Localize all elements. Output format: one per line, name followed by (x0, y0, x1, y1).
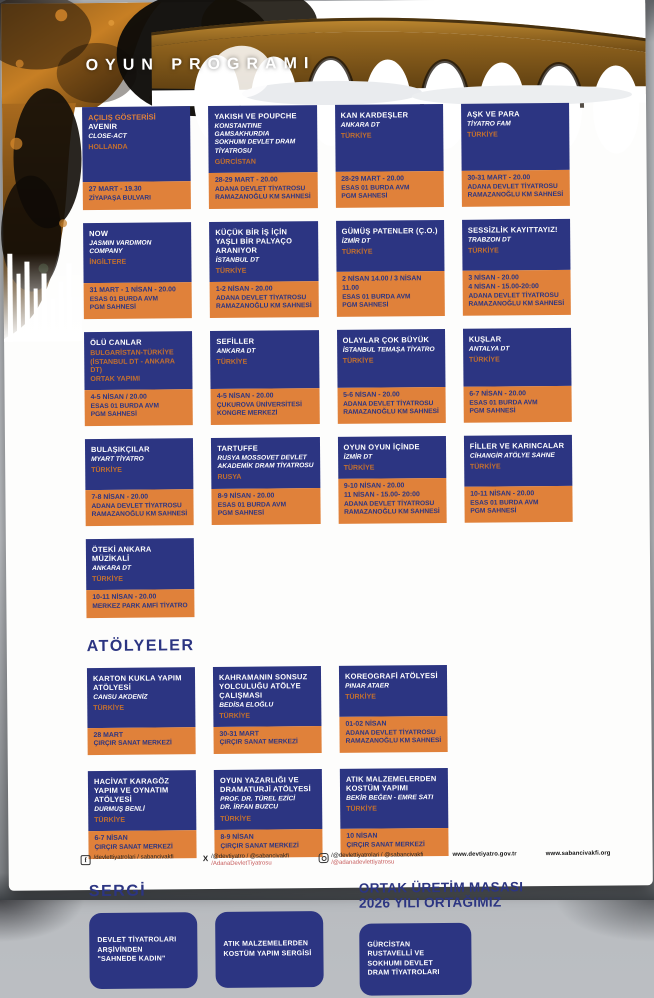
event-venue: ADANA DEVLET TİYATROSU (467, 182, 558, 191)
event-venue: RAMAZANOĞLU KM SAHNESİ (215, 193, 311, 202)
event-title: OLAYLAR ÇOK BÜYÜK (342, 334, 430, 345)
exhibition-grid (89, 911, 324, 989)
event-company: DR. İRFAN BUZCU (220, 803, 279, 812)
event-company: TİYATROSU (214, 147, 252, 155)
event-title: KÜÇÜK BİR İŞ İÇİN YAŞLI BİR PALYAÇO ARANIYOR (215, 227, 293, 255)
exhibition-title-line: KOSTÜM YAPIM SERGİSİ (223, 949, 312, 958)
event-card-header (208, 105, 317, 173)
event-date: 10 NİSAN (346, 832, 378, 840)
event-card (214, 769, 323, 857)
event-company: İSTANBUL TEMAŞA TİYATRO (342, 345, 435, 354)
event-title: AŞK VE PARA (466, 109, 520, 119)
event-company: CİHANGİR ATÖLYE SAHNE (469, 451, 555, 460)
event-card-header (82, 106, 191, 182)
event-card-header (337, 436, 446, 479)
event-company: SOKHUMI DEVLET DRAM (214, 138, 296, 147)
event-country: TÜRKİYE (215, 267, 247, 275)
event-title: SESSİZLİK KAYITTAYIZ! (467, 224, 558, 235)
x-handle: /@devtiyatro / @sabancivakfi (211, 853, 290, 861)
event-title: KAN KARDEŞLER (340, 110, 409, 120)
exhibition-card (89, 912, 198, 989)
event-date: 3 NİSAN - 20.00 (468, 274, 519, 282)
event-venue: KONGRE MERKEZİ (216, 409, 278, 418)
event-pre-label: AÇILIŞ GÖSTERİSİ (88, 112, 156, 123)
event-title: OYUN OYUN İÇİNDE (343, 442, 420, 452)
event-venue: ÇUKUROVA ÜNİVERSİTESİ (216, 401, 302, 409)
event-card (337, 436, 446, 524)
event-card (464, 435, 573, 523)
event-card (88, 770, 197, 858)
event-card (208, 105, 317, 209)
event-card-schedule (335, 171, 444, 208)
event-venue: ÇIRÇIR SANAT MERKEZİ (94, 843, 173, 852)
event-card-schedule (84, 282, 193, 319)
event-card-header (464, 435, 573, 487)
event-country: GÜRCİSTAN (214, 158, 256, 166)
event-date: 7-8 NİSAN - 20.00 (91, 493, 149, 501)
coproduction-title-line: GÜRCİSTAN (367, 940, 411, 949)
coproduction-title-line: DRAM TİYATROLARI (367, 969, 440, 977)
exhibition-title-line: ARŞİVİNDEN (97, 946, 143, 954)
event-company: JASMIN VARDIMON COMPANY (89, 239, 152, 256)
event-card-schedule (212, 488, 321, 525)
event-title: ÖLÜ CANLAR (90, 337, 142, 347)
event-card-schedule (213, 726, 321, 754)
event-country: TÜRKİYE (346, 805, 377, 814)
event-venue: RAMAZANOĞLU KM SAHNESİ (91, 510, 188, 519)
event-company: RUSYA MOSSOVET DEVLET (217, 454, 307, 462)
event-date: 01-02 NİSAN (345, 720, 387, 728)
workshops-heading: ATÖLYELER (86, 636, 195, 655)
event-venue: ÇIRÇIR SANAT MERKEZİ (219, 738, 298, 747)
event-card-header (214, 769, 323, 830)
event-country: BULGARİSTAN-TÜRKİYE (90, 349, 174, 357)
event-date: 28 MART (93, 731, 124, 739)
event-title: KOREOGRAFİ ATÖLYESİ (344, 670, 438, 681)
event-country: TÜRKİYE (91, 466, 122, 475)
event-card (82, 106, 191, 210)
event-card-header (336, 220, 445, 272)
event-card (210, 330, 319, 425)
event-title: OYUN YAZARLIĞI VE DRAMATURJİ ATÖLYESİ (219, 775, 311, 794)
event-title: KUŞLAR (468, 334, 502, 344)
event-country: TÜRKİYE (468, 356, 500, 364)
event-card (86, 538, 195, 617)
event-country: (İSTANBUL DT - ANKARA DT) (90, 357, 175, 375)
event-company: PINAR ATAER (345, 681, 389, 690)
instagram-icon (318, 853, 328, 863)
event-venue: ÇIRÇIR SANAT MERKEZİ (220, 842, 299, 850)
event-venue: ÇIRÇIR SANAT MERKEZİ (346, 841, 425, 849)
event-date: 9-10 NİSAN - 20.00 (343, 482, 405, 490)
exhibition-title-line: DEVLET TİYATROLARI (97, 936, 177, 945)
event-card-header (339, 664, 447, 716)
facebook-handle: /devlettiyatrolari / sabancivakfi (93, 854, 174, 862)
event-date: 10-11 NİSAN - 20.00 (470, 490, 535, 498)
event-country: HOLLANDA (88, 143, 128, 152)
exhibition-section (89, 881, 324, 989)
event-card (336, 220, 445, 317)
event-company: DURMUŞ BENLİ (94, 805, 145, 814)
event-company: ANKARA DT (92, 564, 132, 573)
plays-grid (82, 103, 573, 618)
event-country: ORTAK YAPIMI (90, 375, 141, 384)
event-venue: MERKEZ PARK AMFİ TİYATRO (92, 602, 188, 611)
event-venue: RAMAZANOĞLU KM SAHNESİ (216, 302, 312, 311)
event-card-schedule (463, 386, 572, 423)
event-country: TÜRKİYE (93, 704, 125, 712)
event-company: PROF. DR. TÜREL EZİCİ (220, 795, 296, 803)
event-card (463, 328, 572, 423)
footer-instagram (318, 852, 423, 866)
event-venue: ADANA DEVLET TİYATROSU (343, 399, 434, 408)
event-card (339, 664, 448, 752)
event-card (87, 667, 196, 755)
event-company: İZMİR DT (341, 237, 371, 245)
event-card-header (210, 330, 319, 389)
event-date: 28-29 MART - 20.00 (341, 175, 405, 183)
bottom-sections (89, 878, 580, 997)
event-company: CANSU AKDENİZ (93, 693, 148, 701)
event-date: 27 MART - 19.30 (88, 185, 142, 194)
event-company: MYART TİYATRO (91, 455, 144, 464)
event-card (462, 219, 571, 316)
event-card-header (336, 329, 445, 388)
event-date: 11 NİSAN - 15.00- 20:00 (343, 491, 420, 499)
event-venue: ADANA DEVLET TİYATROSU (468, 291, 559, 300)
event-card-header (335, 104, 444, 172)
event-date: 6-7 NİSAN - 20.00 (469, 390, 527, 398)
event-company: AKADEMİK DRAM TİYATROSU (217, 462, 314, 471)
event-company: ANTALYA DT (468, 345, 510, 353)
event-company: TRABZON DT (467, 236, 511, 244)
event-venue: PGM SAHNESİ (341, 192, 388, 201)
event-card-header (87, 667, 196, 728)
event-card-schedule (85, 489, 194, 526)
event-date: 8-9 NİSAN (220, 833, 254, 841)
event-venue: PGM SAHNESİ (89, 303, 136, 312)
event-company: TİYATRO FAM (466, 120, 511, 128)
event-date: 2 NİSAN 14.00 / 3 NİSAN 11.00 (342, 274, 422, 292)
event-card-header (463, 328, 572, 387)
event-venue: PGM SAHNESİ (469, 407, 516, 416)
event-card (83, 222, 192, 319)
exhibition-heading: SERGİ (88, 882, 147, 900)
event-title: SEFİLLER (216, 336, 255, 346)
event-card-schedule (87, 727, 195, 755)
event-card-header (88, 770, 197, 831)
footer-facebook (81, 854, 174, 865)
event-company: BEKİR BEĞEN - EMRE SATI (346, 794, 434, 802)
event-card-schedule (86, 589, 194, 617)
event-card-header (209, 221, 318, 282)
event-card-header (213, 666, 322, 727)
coproduction-card (359, 922, 472, 995)
footer-x (203, 853, 289, 867)
event-card-header (85, 438, 194, 490)
event-card (340, 768, 449, 856)
event-venue: PGM SAHNESİ (470, 507, 517, 516)
event-venue: RAMAZANOĞLU KM SAHNESİ (467, 191, 564, 199)
event-country: TÜRKİYE (345, 693, 376, 701)
event-card-schedule (462, 270, 571, 316)
event-card-header (211, 437, 320, 489)
website-sabancivakfi: www.sabancivakfi.org (545, 850, 611, 858)
event-card-schedule (336, 271, 445, 317)
event-venue: ESAS 01 BURDA AVM (89, 295, 159, 303)
event-company: ANKARA DT (340, 121, 380, 129)
event-country: TÜRKİYE (220, 815, 252, 823)
event-date: 4 NİSAN - 15.00-20:00 (468, 282, 539, 291)
facebook-icon: f (81, 855, 91, 865)
event-venue: ESAS 01 BURDA AVM (470, 499, 539, 507)
event-date: 1-2 NİSAN - 20.00 (215, 285, 273, 293)
event-date: 10-11 NİSAN - 20.00 (92, 593, 157, 602)
event-title: YAKISH VE POUPCHE (214, 111, 297, 121)
event-title: KARTON KUKLA YAPIM ATÖLYESİ (92, 672, 182, 692)
event-country: TÜRKİYE (342, 357, 374, 365)
event-card-schedule (338, 478, 447, 524)
event-venue: RAMAZANOĞLU KM SAHNESİ (343, 408, 439, 417)
event-country: TÜRKİYE (468, 247, 499, 255)
event-venue: PGM SAHNESİ (90, 411, 137, 419)
event-venue: ADANA DEVLET TİYATROSU (345, 728, 436, 737)
event-title: AVENIR (88, 121, 118, 132)
event-card-header (86, 538, 195, 590)
event-company: BEDİSA ELOĞLU (219, 700, 274, 709)
event-company: İSTANBUL DT (215, 256, 260, 264)
workshops-grid (87, 663, 579, 861)
event-venue: ADANA DEVLET TİYATROSU (91, 502, 182, 510)
event-company: KONSTANTINE GAMSAKHURDIA (214, 122, 270, 139)
event-card (85, 438, 194, 526)
event-date: 28-29 MART - 20.00 (214, 176, 278, 184)
event-card-schedule (339, 716, 447, 753)
coproduction-title-line: RUSTAVELLİ VE (367, 950, 425, 958)
event-company: CLOSE-ACT (88, 132, 127, 141)
event-country: TÜRKİYE (341, 248, 373, 256)
event-date: 31 MART - 1 NİSAN - 20.00 (89, 286, 176, 294)
event-company: ANKARA DT (216, 347, 256, 355)
event-card (335, 104, 444, 208)
event-card-header (462, 219, 571, 271)
coproduction-section (359, 879, 560, 996)
website-devtiyatro: www.devtiyatro.gov.tr (452, 851, 517, 858)
event-date: 6-7 NİSAN (94, 834, 128, 843)
event-card-schedule (83, 181, 191, 209)
event-title: NOW (89, 228, 109, 238)
event-date: 8-9 NİSAN - 20.00 (217, 492, 275, 500)
event-card (461, 103, 570, 207)
event-country: TÜRKİYE (469, 463, 501, 471)
event-title: FİLLER VE KARINCALAR (469, 440, 565, 451)
event-country: TÜRKİYE (340, 132, 372, 141)
exhibition-card (215, 911, 324, 988)
event-venue: ZİYAPAŞA BULVARI (88, 194, 152, 203)
event-date: 4-5 NİSAN - 20.00 (216, 392, 274, 400)
coproduction-heading: ORTAK ÜRETİM MASASI 2026 YILI ORTAĞIMIZ (358, 878, 524, 911)
exhibition-title-line: "SAHNEDE KADIN" (97, 955, 166, 964)
event-card-header (84, 331, 193, 390)
event-venue: ESAS 01 BURDA AVM (341, 183, 410, 192)
page-title: OYUN PROGRAMI (85, 55, 316, 75)
event-card (211, 437, 320, 525)
event-venue: ESAS 01 BURDA AVM (217, 501, 287, 509)
event-country: RUSYA (217, 474, 242, 482)
poster-page (1, 0, 653, 977)
event-venue: PGM SAHNESİ (342, 301, 389, 310)
event-venue: RAMAZANOĞLU KM SAHNESİ (344, 508, 440, 517)
event-title: GÜMÜŞ PATENLER (Ç.O.) (341, 225, 438, 236)
event-card (209, 221, 318, 318)
event-venue: ADANA DEVLET TİYATROSU (214, 184, 306, 193)
event-card-header (340, 768, 449, 829)
event-card-schedule (209, 172, 318, 209)
event-title: ATIK MALZEMELERDEN KOSTÜM YAPIMI (345, 774, 437, 793)
event-card (84, 331, 193, 426)
event-title: BULAŞIKÇILAR (90, 444, 150, 455)
event-venue: ADANA DEVLET TİYATROSU (215, 293, 307, 302)
event-date: 30-31 MART (219, 730, 260, 738)
exhibition-title-line: ATIK MALZEMELERDEN (223, 940, 309, 949)
event-card (336, 329, 445, 424)
event-card-schedule (211, 388, 320, 425)
header-artwork (1, 0, 646, 108)
event-date: 30-31 MART - 20.00 (467, 173, 531, 182)
event-card (213, 666, 322, 754)
event-title: ÖTEKİ ANKARA MÜZİKALİ (91, 544, 152, 564)
event-country: TÜRKİYE (94, 817, 126, 825)
event-country: TÜRKİYE (219, 712, 251, 720)
instagram-handle-adana: /@adanadevlettiyatrosu (331, 859, 395, 866)
coproduction-title-line: SOKHUMI DEVLET (367, 959, 433, 968)
event-card-schedule (210, 281, 319, 318)
x-icon: X (202, 854, 209, 864)
event-venue: ESAS 01 BURDA AVM (90, 402, 159, 410)
event-venue: RAMAZANOĞLU KM SAHNESİ (345, 737, 442, 746)
event-country: TÜRKİYE (92, 576, 123, 584)
event-country: İNGİLTERE (89, 258, 127, 267)
event-card-schedule (85, 389, 194, 426)
event-title: HACİVAT KARAGÖZ YAPIM VE OYNATIM ATÖLYESİ (93, 776, 170, 805)
event-country: TÜRKİYE (216, 358, 248, 367)
event-title: TARTUFFE (217, 443, 258, 453)
event-country: TÜRKİYE (467, 131, 498, 140)
event-venue: RAMAZANOĞLU KM SAHNESİ (468, 300, 565, 309)
event-card-schedule (464, 486, 573, 523)
event-card-schedule (337, 387, 446, 424)
event-venue: ESAS 01 BURDA AVM (342, 293, 411, 301)
event-card-header (83, 222, 192, 283)
event-venue: ESAS 01 BURDA AVM (469, 398, 538, 407)
instagram-handle: /@devlettiyatrolari / @sabancivakfi (331, 852, 424, 859)
event-date: 5-6 NİSAN - 20.00 (343, 391, 400, 399)
event-title: KAHRAMANIN SONSUZ YOLCULUĞU ATÖLYE ÇALIŞMASI (218, 671, 308, 700)
event-card-header (461, 103, 570, 171)
event-venue: PGM SAHNESİ (217, 509, 265, 518)
event-date: 4-5 NİSAN / 20.00 (90, 393, 147, 401)
event-country: TÜRKİYE (343, 464, 375, 473)
event-venue: ADANA DEVLET TİYATROSU (343, 499, 435, 508)
paint-splatter-art (2, 103, 82, 342)
event-card-schedule (461, 170, 570, 207)
bridge-artwork (1, 0, 646, 108)
x-handle-adana: /AdanaDevletTiyatrosu (211, 860, 272, 868)
event-company: İZMİR DT (343, 453, 373, 461)
event-venue: ÇIRÇIR SANAT MERKEZİ (93, 739, 172, 748)
